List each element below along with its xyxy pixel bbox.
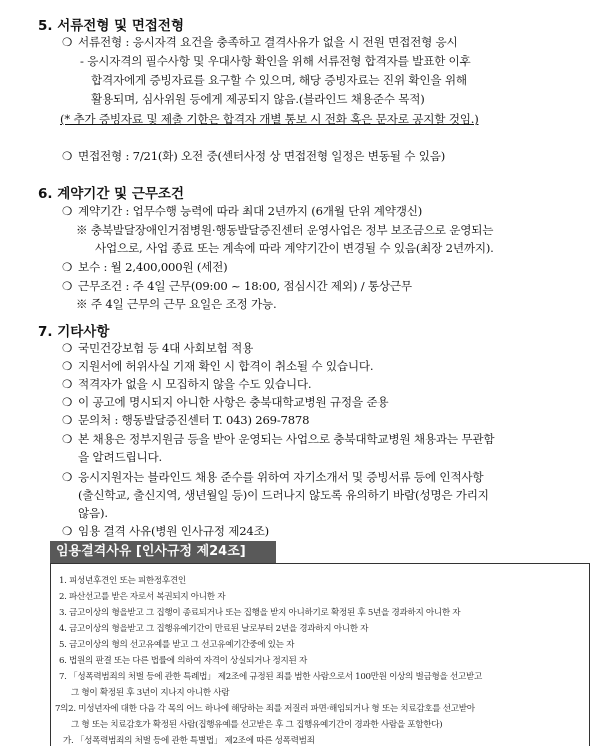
section-5-title: 5. 서류전형 및 면접전형 [38,18,184,34]
box-item-7a: 7. 「성폭력범죄의 처벌 등에 관한 특례법」 제2조에 규정된 죄를 범한 사람으로서 100만원 이상의 벌금형을 선고받고 [59,672,482,682]
s6-note-1a: ※ 충북발달장애인거점병원·행동발달증진센터 운영사업은 정부 보조금으로 운영되는 [76,223,494,237]
s5-item-1: ❍ 서류전형 : 응시자격 요건을 충족하고 결격사유가 없을 시 전원 면접전형 응시 [62,35,458,49]
box-item-72b: 그 형 또는 치료감호가 확정된 사람(집행유예를 선고받은 후 그 집행유예기간이 경과한 사람을 포함한다) [71,720,443,730]
section-7-title: 7. 기타사항 [38,324,110,340]
s7-item-1: ❍ 국민건강보험 등 4대 사회보험 적용 [62,341,254,355]
s7-item-6: ❍ 본 채용은 정부지원금 등을 받아 운영되는 사업으로 충북대학교병원 채용과는 무관함 [62,432,495,446]
box-item-7b: 그 형이 확정된 후 3년이 지나지 아니한 사람 [71,688,230,698]
s6-note-1b: 사업으로, 사업 종료 또는 계속에 따라 계약기간이 변경될 수 있음(최장 2년까지). [95,241,494,255]
s7-item-6-cont: 을 알려드립니다. [78,450,162,464]
s6-note-2: ※ 주 4일 근무의 근무 요일은 조정 가능. [76,297,277,311]
s7-item-2: ❍ 지원서에 허위사실 기재 확인 시 합격이 취소될 수 있습니다. [62,359,374,373]
box-item-3: 3. 금고이상의 형을받고 그 집행이 종료되거나 또는 집행을 받지 아니하기로 확정된 후 5년을 경과하지 아니한 자 [59,608,461,618]
box-item-5: 5. 금고이상의 형의 선고유예를 받고 그 선고유예기간중에 있는 자 [59,640,295,650]
circle-bullet-icon: ❍ [62,470,73,484]
circle-bullet-icon: ❍ [62,35,73,49]
circle-bullet-icon: ❍ [62,432,73,446]
s7-item-7: ❍ 응시지원자는 블라인드 채용 준수를 위하여 자기소개서 및 증빙서류 등에 인적사항 [62,470,484,484]
box-item-4: 4. 금고이상의 형을받고 그 집행유예기간이 만료된 날로부터 2년을 경과하지 아니한 자 [59,624,369,634]
disqualification-box [50,563,590,746]
circle-bullet-icon: ❍ [62,260,73,274]
s7-item-5: ❍ 문의처 : 행동발달증진센터 T. 043) 269-7878 [62,413,310,427]
circle-bullet-icon: ❍ [62,279,73,293]
circle-bullet-icon: ❍ [62,395,73,409]
section-6-title: 6. 계약기간 및 근무조건 [38,186,184,202]
box-item-72c: 가. 「성폭력범죄의 처벌 등에 관한 특별법」 제2조에 따른 성폭력범죄 [63,736,315,746]
circle-bullet-icon: ❍ [62,413,73,427]
box-item-72a: 7의2. 미성년자에 대한 다음 각 목의 어느 하나에 해당하는 죄를 저질러 파면·해임되거나 형 또는 치료감호를 선고받아 [55,704,475,714]
circle-bullet-icon: ❍ [62,524,73,538]
circle-bullet-icon: ❍ [62,204,73,218]
circle-bullet-icon: ❍ [62,341,73,355]
s5-sub-2: 합격자에게 증빙자료를 요구할 수 있으며, 해당 증빙자료는 진위 확인을 위해 [91,73,467,87]
s5-note: (* 추가 증빙자료 및 제출 기한은 합격자 개별 통보 시 전화 혹은 문자로 공지할 것임.) [60,112,479,126]
circle-bullet-icon: ❍ [62,359,73,373]
s7-item-4: ❍ 이 공고에 명시되지 아니한 사항은 충북대학교병원 규정을 준용 [62,395,389,409]
s7-item-8: ❍ 임용 결격 사유(병원 인사규정 제24조) [62,524,269,538]
s7-item-7-cont-1: (출신학교, 출신지역, 생년월일 등)이 드러나지 않도록 유의하기 바람(성명은 가리지 [78,488,489,502]
s5-item-2: ❍ 면접전형 : 7/21(화) 오전 중(센터사정 상 면접전형 일정은 변동될 수 있음) [62,149,446,163]
s6-item-1: ❍ 계약기간 : 업무수행 능력에 따라 최대 2년까지 (6개월 단위 계약갱신) [62,204,423,218]
s7-item-3: ❍ 적격자가 없을 시 모집하지 않을 수도 있습니다. [62,377,312,391]
box-item-2: 2. 파산선고를 받은 자로서 복권되지 아니한 자 [59,592,226,602]
s7-item-7-cont-2: 않음). [78,506,108,520]
s5-sub-1: - 응시자격의 필수사항 및 우대사항 확인을 위해 서류전형 합격자를 발표한 이후 [80,54,471,68]
circle-bullet-icon: ❍ [62,377,73,391]
s5-sub-3: 활용되며, 심사위원 등에게 제공되지 않음.(블라인드 채용준수 목적) [91,92,425,106]
disqualification-banner: 임용결격사유 [인사규정 제24조] [50,541,276,563]
circle-bullet-icon: ❍ [62,149,73,163]
s6-item-2: ❍ 보수 : 월 2,400,000원 (세전) [62,260,228,274]
s6-item-3: ❍ 근무조건 : 주 4일 근무(09:00 ~ 18:00, 점심시간 제외) / 통상근무 [62,279,412,293]
box-item-1: 1. 피성년후견인 또는 피한정후견인 [59,576,186,586]
box-item-6: 6. 법원의 판결 또는 다른 법률에 의하여 자격이 상실되거나 정지된 자 [59,656,307,666]
